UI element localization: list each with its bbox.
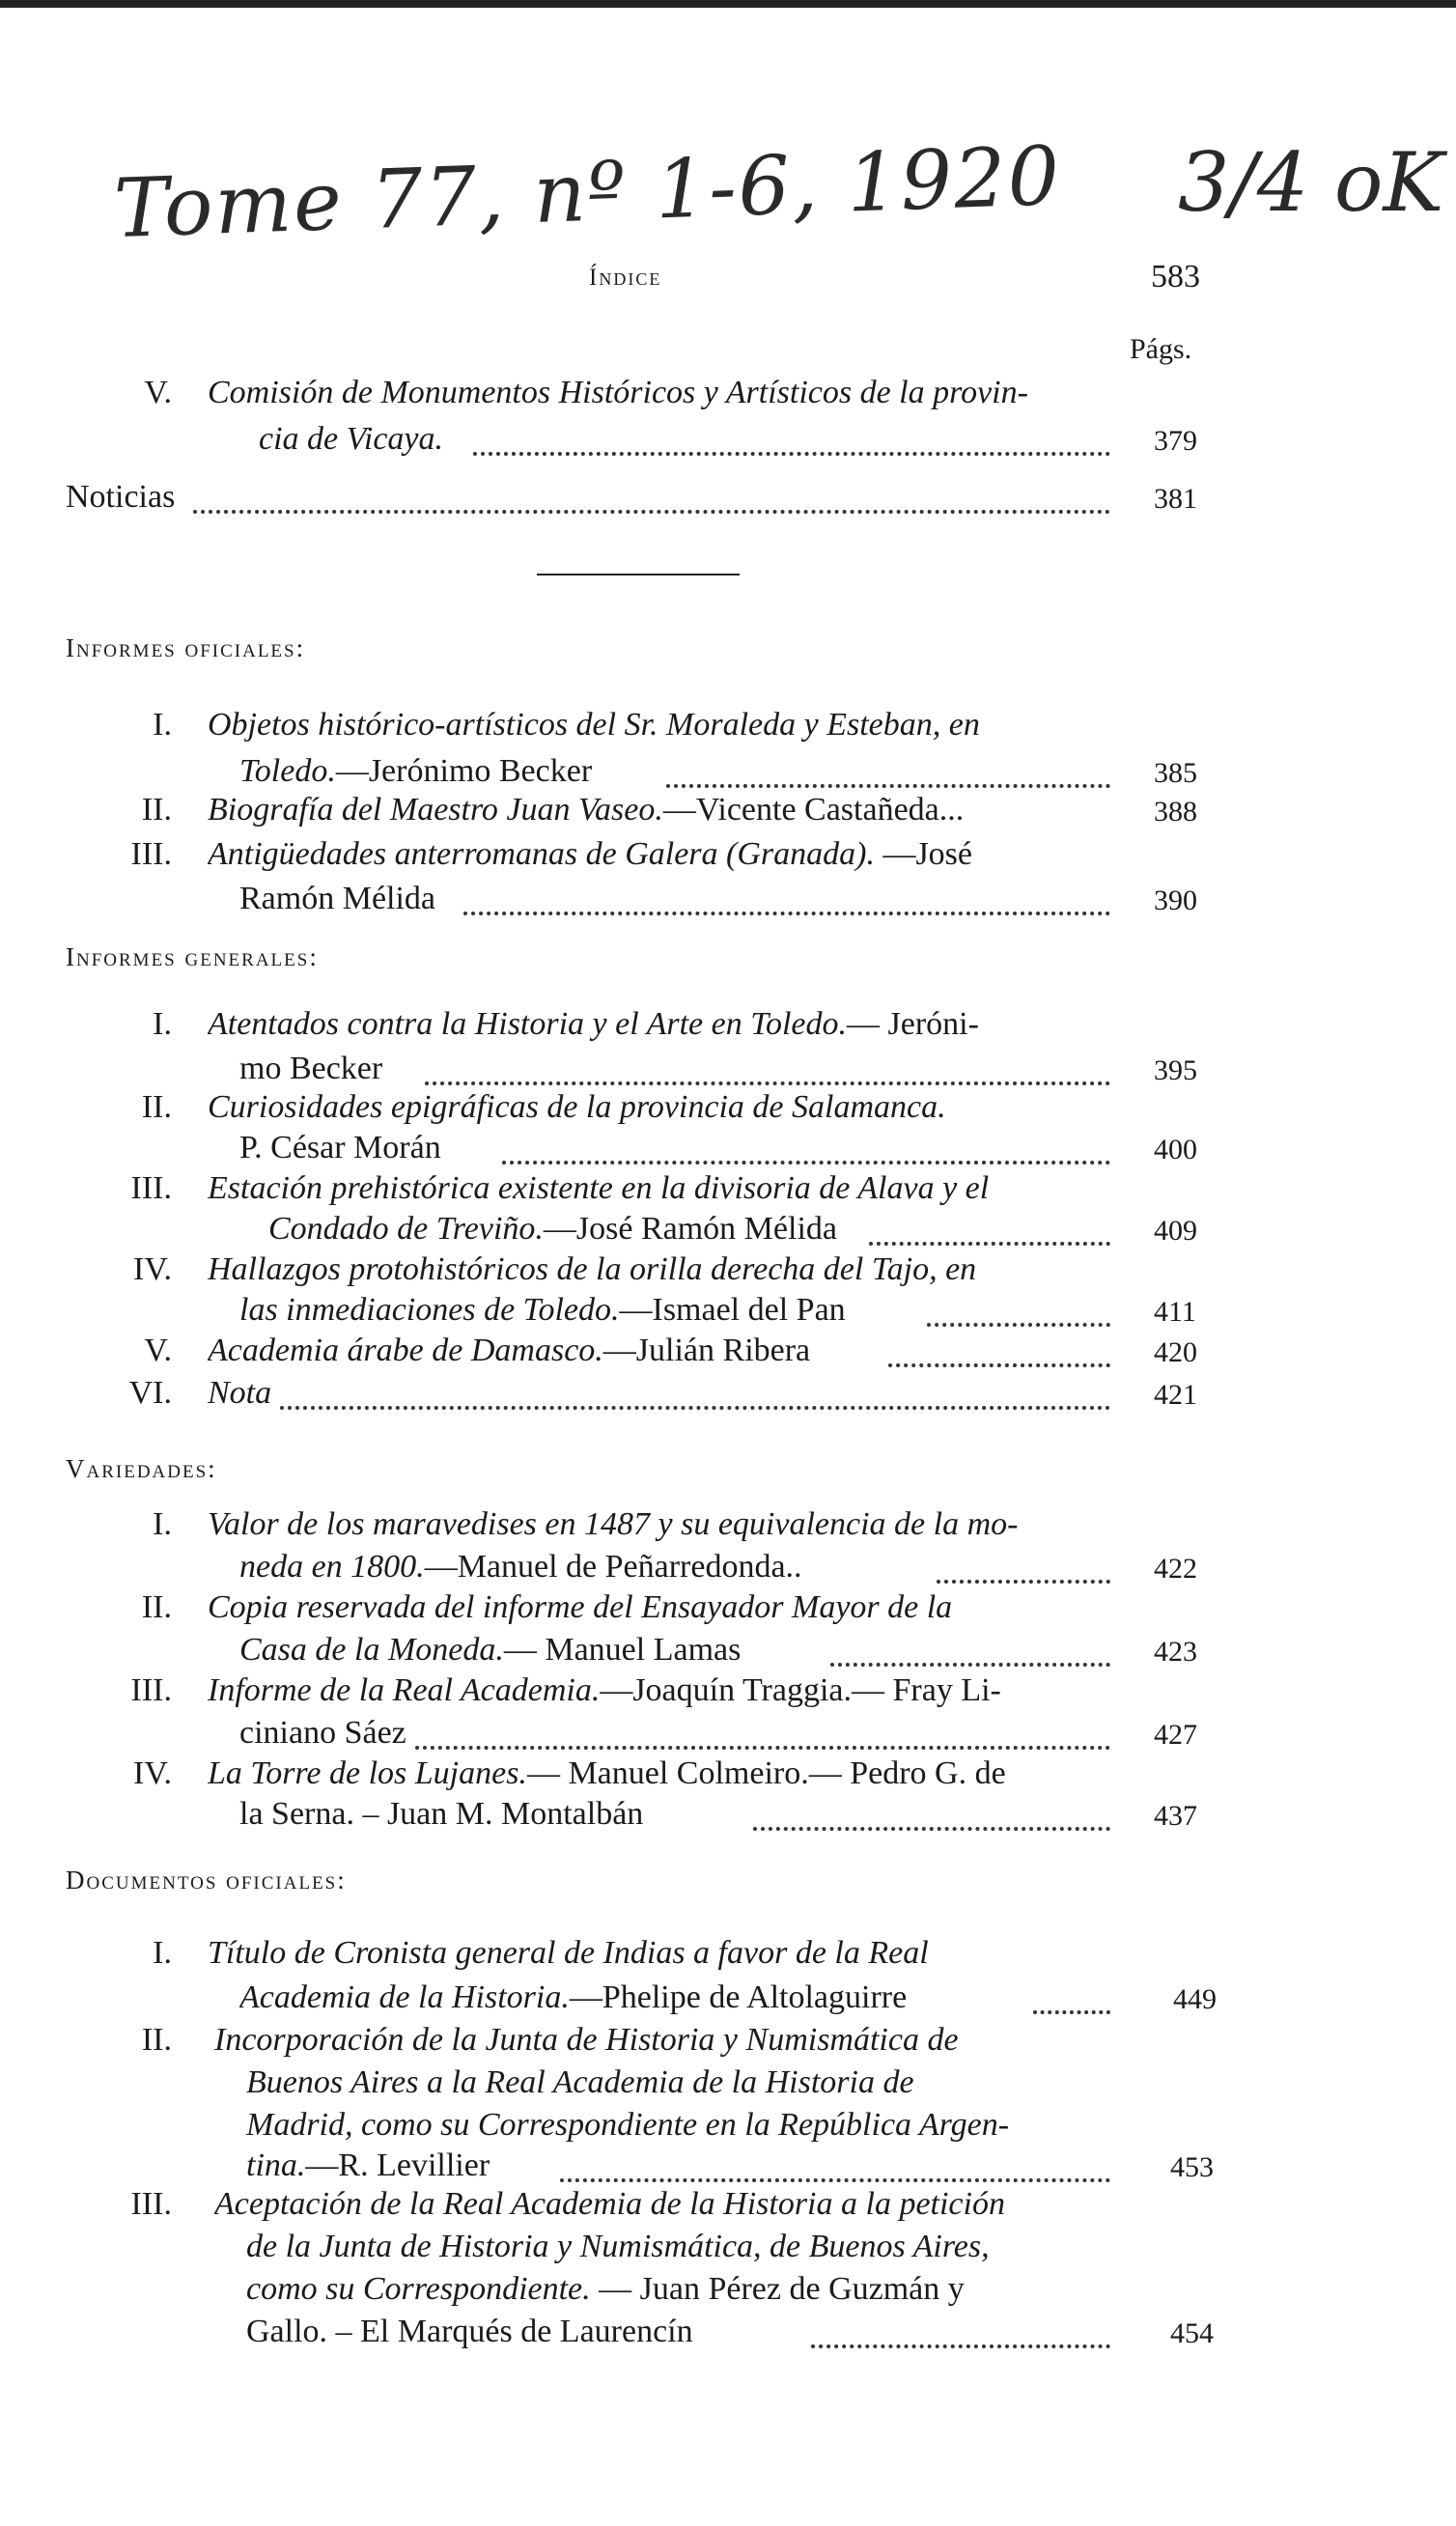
entry-title-line: Aceptación de la Real Academia de la Historia a la petición: [214, 2186, 1005, 2222]
entry-title-line: Buenos Aires a la Real Academia de la Historia de: [246, 2064, 914, 2100]
entry-title-part: Informe de la Real Academia.: [208, 1672, 601, 1708]
entry-title-line: Curiosidades epigráficas de la provincia de Salamanca.: [208, 1089, 946, 1125]
entry-title-line: Comisión de Monumentos Históricos y Artísticos de la provin-: [208, 375, 1028, 410]
entry-page: 400: [1154, 1134, 1197, 1165]
entry-author: —Phelipe de Altolaguirre: [569, 1979, 908, 2015]
entry-title-part: Academia de la Historia.: [239, 1979, 570, 2015]
leader-dots: [666, 782, 1110, 788]
entry-page: 388: [1154, 796, 1197, 828]
entry-author: —José Ramón Mélida: [543, 1211, 837, 1247]
entry-title-part: Atentados contra la Historia y el Arte en Toledo.: [208, 1006, 848, 1042]
entry-author: Gallo. – El Marqués de Laurencín: [246, 2314, 693, 2349]
entry-page: 379: [1154, 425, 1197, 457]
leader-dots: [560, 2176, 1110, 2182]
entry-author: —Jerónimo Becker: [335, 753, 593, 789]
section-heading: Informes generales:: [66, 942, 319, 971]
entry-number: II.: [141, 1589, 172, 1625]
entry-title-line: Madrid, como su Correspondiente en la República Argen-: [246, 2107, 1010, 2143]
entry-number: I.: [153, 1935, 172, 1971]
leader-dots: [280, 1404, 1110, 1410]
entry-number: II.: [141, 2022, 172, 2058]
entry-title-line: Copia reservada del informe del Ensayador Mayor de la: [208, 1589, 953, 1625]
leader-dots: [473, 450, 1110, 456]
entry-title-line: de la Junta de Historia y Numismática, de Buenos Aires,: [246, 2229, 990, 2264]
entry-author: —Julián Ribera: [602, 1333, 811, 1368]
entry-number: III.: [130, 2186, 172, 2222]
entry-page: 454: [1170, 2317, 1214, 2349]
entry-author: —Vicente Castañeda...: [662, 792, 965, 828]
entry-title-line: Nota: [208, 1375, 272, 1411]
entry-title-part: Biografía del Maestro Juan Vaseo.: [208, 792, 663, 828]
section-heading: Documentos oficiales:: [66, 1866, 347, 1894]
entry-page: 420: [1154, 1336, 1197, 1368]
leader-dots: [502, 1159, 1110, 1165]
entry-author: —José: [874, 836, 973, 872]
entry-page: 390: [1154, 884, 1197, 916]
entry-author: — Jeróni-: [847, 1006, 979, 1042]
entry-author: —R. Levillier: [305, 2147, 490, 2183]
entry-number: I.: [153, 1506, 172, 1542]
handwritten-volume-note: Tome 77, nº 1-6, 1920: [112, 127, 1063, 257]
entry-page: 411: [1154, 1296, 1196, 1328]
entry-title-line: Noticias: [66, 479, 176, 515]
entry-title-line: Estación prehistórica existente en la divisoria de Alava y el: [208, 1170, 990, 1206]
entry-author: Ramón Mélida: [239, 881, 436, 916]
entry-page: 422: [1154, 1553, 1197, 1585]
entry-title-part: como su Correspondiente.: [246, 2271, 591, 2307]
entry-number: IV.: [133, 1251, 172, 1287]
entry-page: 427: [1154, 1719, 1197, 1751]
entry-title-line: Objetos histórico-artísticos del Sr. Moraleda y Esteban, en: [208, 707, 980, 743]
entry-number: V.: [144, 375, 172, 410]
entry-title-part: Toledo.: [239, 753, 336, 789]
entry-page: 423: [1154, 1636, 1197, 1668]
leader-dots: [927, 1321, 1110, 1327]
entry-title-part: La Torre de los Lujanes.: [208, 1755, 527, 1791]
entry-page: 381: [1154, 483, 1197, 515]
entry-page: 421: [1154, 1379, 1197, 1411]
entry-number: IV.: [133, 1755, 172, 1791]
entry-title-part: neda en 1800.: [239, 1549, 425, 1585]
entry-author: mo Becker: [239, 1051, 383, 1086]
entry-title-part: tina.: [246, 2147, 306, 2183]
handwritten-check-note: 3/4 oK: [1178, 135, 1444, 230]
leader-dots: [830, 1661, 1110, 1667]
entry-title-line: cia de Vicaya.: [259, 421, 444, 457]
leader-dots: [463, 910, 1110, 915]
entry-page: 449: [1173, 1983, 1217, 2015]
pags-label: Págs.: [1130, 333, 1192, 365]
leader-dots: [811, 2343, 1110, 2348]
entry-author: ciniano Sáez: [239, 1715, 406, 1751]
entry-title-line: Incorporación de la Junta de Historia y Numismática de: [214, 2022, 959, 2058]
entry-page: 385: [1154, 757, 1197, 789]
entry-author: — Juan Pérez de Guzmán y: [590, 2271, 965, 2307]
section-divider: [537, 574, 740, 575]
entry-number: III.: [130, 1672, 172, 1708]
entry-title-line: Valor de los maravedises en 1487 y su equivalencia de la mo-: [208, 1506, 1019, 1542]
entry-title-part: Casa de la Moneda.: [239, 1632, 504, 1668]
section-heading: Variedades:: [66, 1454, 217, 1483]
entry-number: II.: [141, 792, 172, 828]
leader-dots: [1033, 2008, 1110, 2014]
entry-title-part: Antigüedades anterromanas de Galera (Granada).: [208, 836, 875, 872]
leader-dots: [193, 508, 1110, 514]
top-border-rule: [0, 0, 1456, 8]
entry-title-part: Academia árabe de Damasco.: [208, 1333, 603, 1368]
entry-title-part: Condado de Treviño.: [268, 1211, 544, 1247]
entry-page: 437: [1154, 1800, 1197, 1832]
entry-author: —Ismael del Pan: [619, 1292, 846, 1328]
entry-page: 395: [1154, 1054, 1197, 1086]
running-head: Índice: [589, 265, 662, 291]
entry-page: 453: [1170, 2151, 1214, 2183]
entry-author: la Serna. – Juan M. Montalbán: [239, 1796, 644, 1832]
entry-title-part: las inmediaciones de Toledo.: [239, 1292, 620, 1328]
leader-dots: [425, 1080, 1110, 1085]
entry-author: —Joaquín Traggia.— Fray Li-: [600, 1672, 1001, 1708]
leader-dots: [869, 1240, 1110, 1246]
leader-dots: [937, 1578, 1110, 1584]
entry-number: III.: [130, 1170, 172, 1206]
entry-author: —Manuel de Peñarredonda..: [424, 1549, 802, 1585]
leader-dots: [415, 1744, 1110, 1750]
entry-author: P. César Morán: [239, 1130, 441, 1165]
leader-dots: [888, 1361, 1110, 1367]
entry-number: II.: [141, 1089, 172, 1125]
entry-author: — Manuel Colmeiro.— Pedro G. de: [526, 1755, 1006, 1791]
page-number: 583: [1151, 259, 1200, 295]
entry-title-line: Hallazgos protohistóricos de la orilla derecha del Tajo, en: [208, 1251, 977, 1287]
entry-number: I.: [153, 1006, 172, 1042]
section-heading: Informes oficiales:: [66, 633, 306, 662]
entry-title-line: Título de Cronista general de Indias a favor de la Real: [208, 1935, 929, 1971]
entry-number: III.: [130, 836, 172, 872]
entry-author: — Manuel Lamas: [503, 1632, 742, 1668]
leader-dots: [753, 1825, 1110, 1831]
entry-number: VI.: [128, 1375, 172, 1411]
entry-number: V.: [144, 1333, 172, 1368]
entry-page: 409: [1154, 1215, 1197, 1247]
entry-number: I.: [153, 707, 172, 743]
